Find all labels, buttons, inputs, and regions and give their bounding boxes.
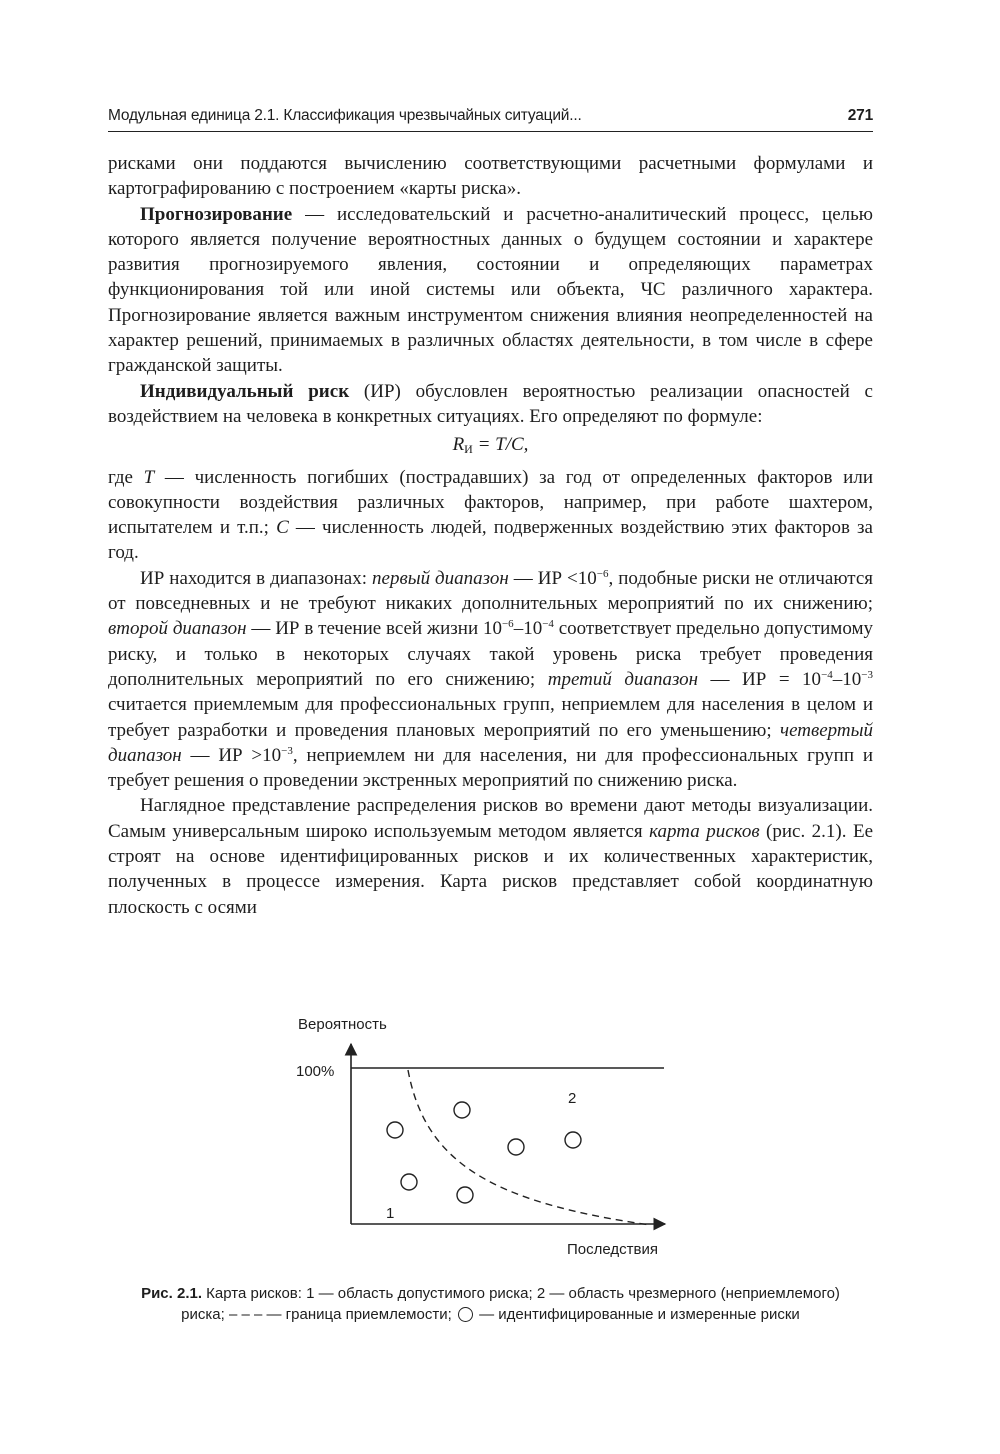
x-axis-label: Последствия	[567, 1241, 658, 1258]
p5-s6: соответствует предельно допустимому риску, и только в некоторых случаях такой уровень риска требует проведения дополнительных мероприятий по его снижению;	[108, 618, 873, 690]
paragraph-2	[108, 202, 873, 379]
region-2-label: 2	[568, 1090, 577, 1107]
figure-caption	[108, 1283, 873, 1325]
risk-map-figure	[290, 1012, 690, 1272]
formula-subscript: И	[464, 442, 473, 457]
risk-point	[565, 1132, 581, 1148]
p4-b: — численность погибших (пострадавших) за год от определенных факторов или совокупности воздействия различных факторов, например, при работе шахтером, испытателем и т.п.;	[108, 466, 873, 539]
body-text	[108, 151, 873, 920]
term-individual-risk: Индивидуальный риск	[140, 380, 350, 402]
region-1-label: 1	[386, 1205, 395, 1222]
p5-s5: –10	[513, 618, 543, 640]
paragraph-3	[108, 379, 873, 430]
paragraph-1: рисками они поддаются вычислению соответствующими расчетными формулами и картографированию с построением «карты риска».	[108, 153, 873, 200]
p4-c: — численность людей, подверженных воздействию этих факторов за год.	[108, 517, 873, 564]
risk-point	[457, 1187, 473, 1203]
range-2: второй диапазон	[108, 618, 247, 640]
p5-s3: , подобные риски не отличаются от повседневных и не требуют никаких дополнительных мероприятий по их снижению;	[108, 567, 874, 615]
header-title: Модульная единица 2.1. Классификация чрезвычайных ситуаций...	[108, 107, 582, 124]
acceptability-boundary	[408, 1070, 650, 1225]
p5-s1: ИР находится в диапазонах:	[140, 567, 373, 589]
paragraph-2-text: — исследовательский и расчетно-аналитический процесс, целью которого является получение вероятностных данных о будущем состоянии и характере развития прогнозируемого явления, состоянии и определяющих параметрах функционирования той или иной системы или объекта, ЧС различного характера. Прогнозирование является важным инструментом снижения влияния неопределенностей на характер решений, принимаемых в различных областях деятельности, в том числе в сфере гражданской защиты.	[108, 203, 873, 377]
exp-4: −4	[821, 668, 833, 681]
formula-rhs: = T/C,	[472, 434, 529, 456]
p5-s4: — ИР в течение всей жизни 10	[246, 618, 502, 640]
caption-text-2a: риска; – – – — граница приемлемости;	[181, 1306, 456, 1323]
p6-b: (рис. 2.1). Ее строят на основе идентифицированных рисков и их количественных характеристик, полученных в процессе измерения. Карта рисков представляет собой координатную плоскость с осями	[108, 820, 874, 918]
risk-map-svg	[290, 1012, 690, 1272]
exp-2: −6	[501, 618, 514, 631]
range-4: четвертый диапазон	[108, 719, 873, 766]
range-3: третий диапазон	[547, 668, 699, 690]
p5-s11: , неприемлем ни для населения, ни для профессиональных групп и требует решения о проведении экстренных мероприятий по снижению риска.	[108, 744, 873, 792]
risk-point	[387, 1122, 403, 1138]
p5-s10: — ИР >10	[181, 744, 282, 766]
caption-line-1	[108, 1283, 873, 1304]
paragraph-4	[108, 465, 873, 566]
range-1: первый диапазон	[372, 567, 509, 589]
term-forecasting: Прогнозирование	[140, 203, 293, 225]
formula-lhs: R	[452, 434, 465, 456]
symbol-t: T	[143, 466, 155, 488]
risk-point	[401, 1174, 417, 1190]
p5-s7: — ИР = 10	[698, 668, 822, 690]
caption-text-1: Карта рисков: 1 — область допустимого риска; 2 — область чрезмерного (неприемлемого)	[202, 1285, 840, 1302]
exp-1: −6	[596, 567, 609, 580]
formula	[108, 432, 873, 462]
symbol-c: C	[276, 517, 289, 539]
exp-5: −3	[861, 668, 873, 681]
p4-a: где	[108, 466, 144, 488]
risk-point	[454, 1102, 470, 1118]
y-top-label: 100%	[296, 1063, 335, 1080]
caption-text-2b: — идентифицированные и измеренные риски	[474, 1306, 800, 1323]
paragraph-3-text: (ИР) обусловлен вероятностью реализации опасностей с воздействием на человека в конкретных ситуациях. Его определяют по формуле:	[108, 380, 873, 427]
p6-a: Наглядное представление распределения рисков во времени дают методы визуализации. Самым универсальным широко используемым методом является	[108, 795, 873, 842]
exp-3: −4	[542, 618, 554, 631]
p5-s8: –10	[832, 668, 862, 690]
term-risk-map: карта рисков	[649, 820, 760, 842]
running-header	[108, 105, 873, 132]
paragraph-6	[108, 793, 873, 919]
figure-number: Рис. 2.1.	[141, 1285, 203, 1302]
page-number: 271	[847, 107, 873, 124]
p5-s9: считается приемлемым для профессиональных групп, неприемлем для населения в целом и требует разработки и проведения плановых мероприятий по его уменьшению;	[108, 694, 873, 741]
y-axis-label: Вероятность	[298, 1016, 387, 1033]
paragraph-5	[108, 566, 873, 794]
exp-6: −3	[281, 744, 293, 757]
circle-icon	[458, 1307, 473, 1322]
caption-line-2	[108, 1304, 873, 1325]
risk-point	[508, 1139, 524, 1155]
p5-s2: — ИР <10	[508, 567, 597, 589]
